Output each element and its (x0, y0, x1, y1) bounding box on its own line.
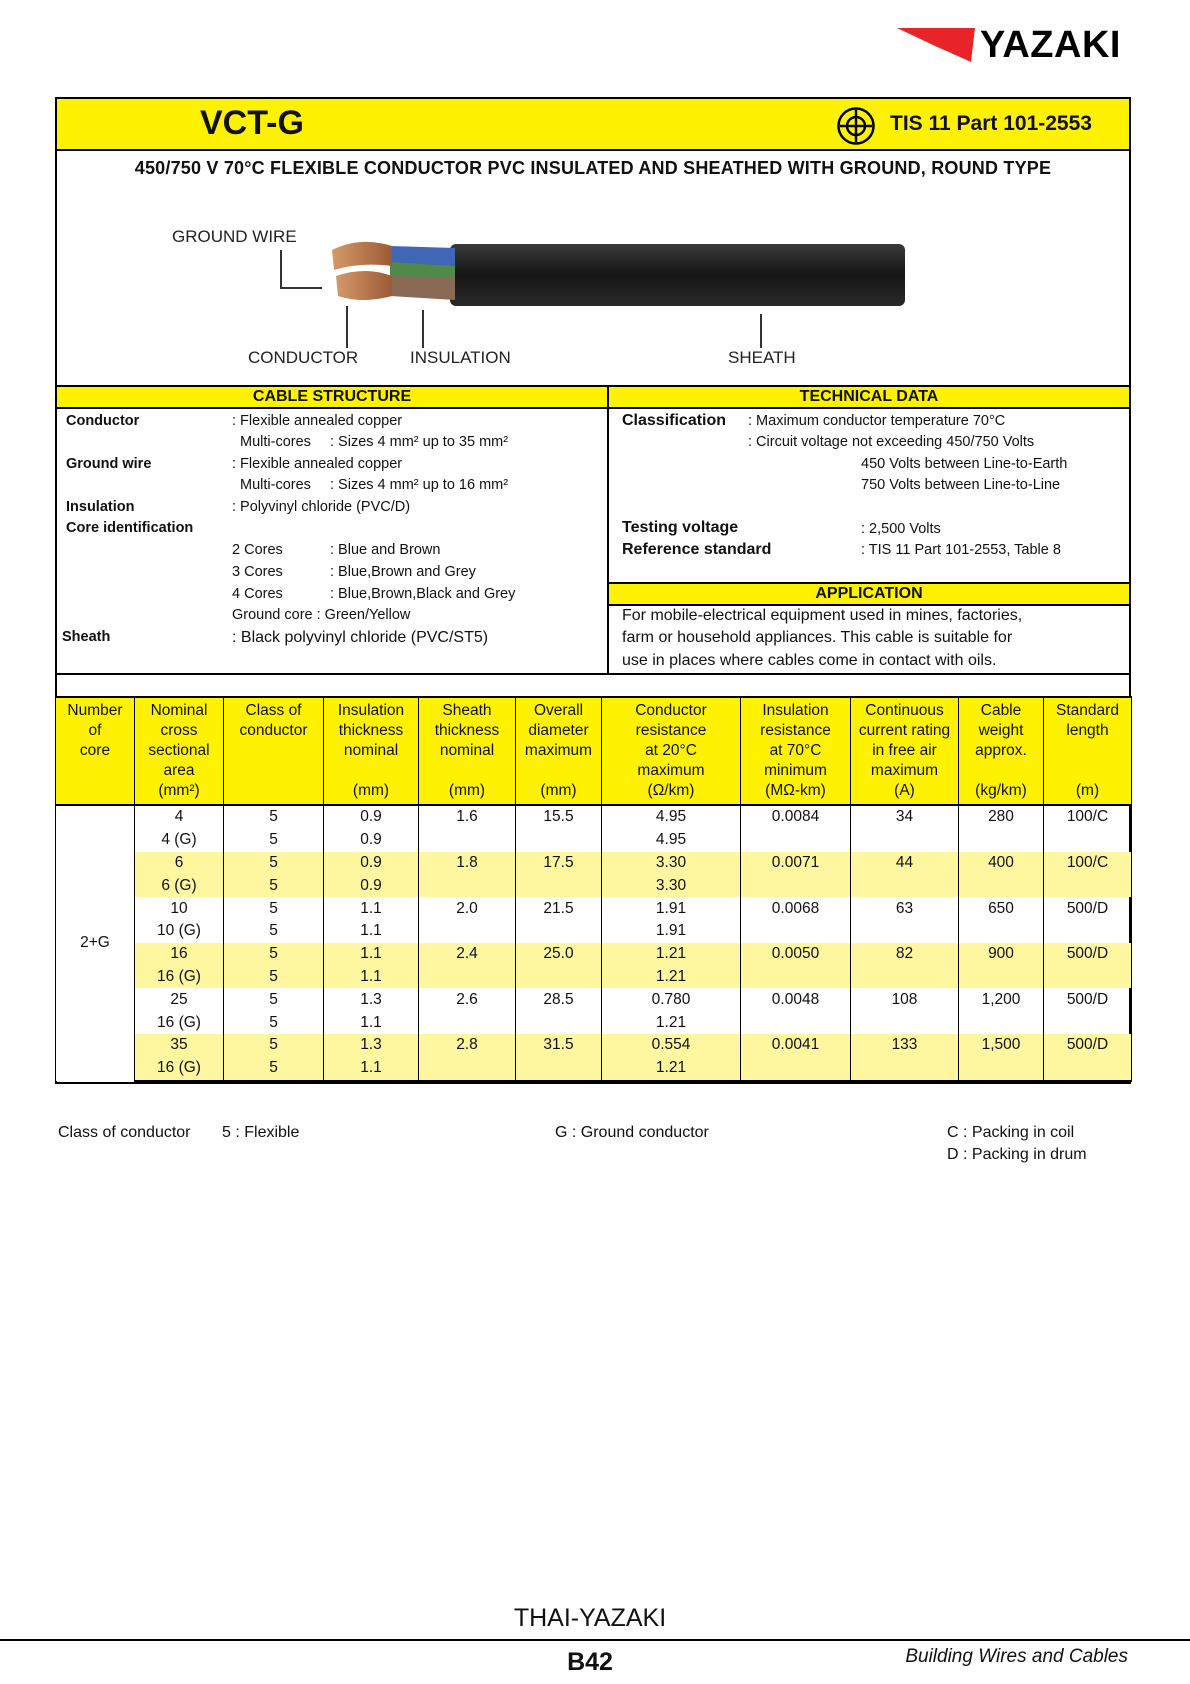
cell-dia (516, 874, 602, 897)
specification-table (55, 696, 1132, 1082)
column-header (516, 697, 602, 805)
cell-ins: 1.1 (324, 1011, 419, 1034)
column-header-line: Insulation (337, 702, 405, 719)
cell-class: 5 (224, 1057, 324, 1081)
cell-ins: 1.3 (324, 1034, 419, 1057)
column-header-line (224, 780, 323, 800)
column-header-line: sectional (148, 742, 210, 759)
column-header-line: nominal (343, 742, 399, 759)
cell-ins: 1.1 (324, 1057, 419, 1081)
table-row (56, 966, 1132, 989)
cell-dia (516, 966, 602, 989)
cell-weight (959, 920, 1044, 943)
testing-voltage-value: : 2,500 Volts (861, 521, 941, 537)
application-line-2: farm or household appliances. This cable is suitable for (622, 629, 1013, 646)
cell-length (1044, 874, 1132, 897)
insulation-value: : Polyvinyl chloride (PVC/D) (232, 499, 411, 515)
catalog-category: Building Wires and Cables (905, 1646, 1128, 1667)
table-row (56, 988, 1132, 1011)
ground-note: G : Ground conductor (555, 1124, 709, 1141)
cell-ins: 1.3 (324, 988, 419, 1011)
cell-length: 500/D (1044, 988, 1132, 1011)
ground-core-value: Ground core : Green/Yellow (232, 607, 411, 623)
cell-insres (741, 829, 851, 852)
cell-weight (959, 1011, 1044, 1034)
cell-weight (959, 1057, 1044, 1081)
cell-weight: 650 (959, 897, 1044, 920)
classification-heading: Classification (622, 412, 727, 429)
cell-length: 100/C (1044, 805, 1132, 829)
cell-sheath (419, 1057, 516, 1081)
application-line-1: For mobile-electrical equipment used in mines, factories, (622, 607, 1023, 624)
column-header-line (516, 760, 601, 780)
cell-current (851, 966, 959, 989)
conductor-value: : Flexible annealed copper (232, 413, 403, 429)
cell-ins: 0.9 (324, 874, 419, 897)
column-header-line (1044, 760, 1131, 780)
ground-wire-label: GROUND WIRE (172, 227, 297, 246)
column-header-line: current rating (858, 722, 951, 739)
cell-weight: 280 (959, 805, 1044, 829)
cell-insres: 0.0084 (741, 805, 851, 829)
cell-dia: 21.5 (516, 897, 602, 920)
cell-class: 5 (224, 852, 324, 875)
cell-weight (959, 966, 1044, 989)
cell-insres: 0.0048 (741, 988, 851, 1011)
column-header-line: Number (67, 702, 123, 719)
cell-res: 1.21 (602, 1057, 741, 1081)
column-header-line (56, 760, 134, 780)
classification-line-1: : Maximum conductor temperature 70°C (748, 413, 1006, 429)
cell-sheath: 2.8 (419, 1034, 516, 1057)
cell-length (1044, 1057, 1132, 1081)
column-header-line: (m) (1075, 782, 1100, 799)
column-header-line: diameter (528, 722, 589, 739)
conductor-leader (346, 306, 348, 348)
cell-ins: 1.1 (324, 897, 419, 920)
reference-standard-value: : TIS 11 Part 101-2553, Table 8 (861, 542, 1061, 558)
cell-class: 5 (224, 943, 324, 966)
cell-insres (741, 874, 851, 897)
reference-standard-heading: Reference standard (622, 541, 772, 558)
ground-multi-label: Multi-cores (240, 477, 311, 493)
column-header-line: (kg/km) (975, 782, 1027, 799)
cell-current (851, 829, 959, 852)
cell-length (1044, 1011, 1132, 1034)
table-row (56, 829, 1132, 852)
column-header-line: (mm) (448, 782, 486, 799)
cell-class: 5 (224, 1034, 324, 1057)
cell-current (851, 1057, 959, 1081)
cell-area: 16 (G) (135, 1011, 224, 1034)
column-header-line: (MΩ-km) (765, 782, 826, 799)
ground-multi-value: : Sizes 4 mm² up to 16 mm² (330, 477, 509, 493)
cell-dia: 25.0 (516, 943, 602, 966)
cell-sheath: 1.6 (419, 805, 516, 829)
number-of-core-cell: 2+G (56, 805, 135, 1081)
cell-class: 5 (224, 829, 324, 852)
section-divider (57, 673, 1129, 675)
cell-current: 133 (851, 1034, 959, 1057)
cell-area: 16 (135, 943, 224, 966)
cell-sheath (419, 966, 516, 989)
class-note-value: 5 : Flexible (222, 1124, 300, 1141)
column-header-line (224, 740, 323, 760)
cell-ins: 0.9 (324, 829, 419, 852)
ground-wire-leader (280, 287, 322, 289)
cell-dia (516, 920, 602, 943)
column-header-line (419, 760, 515, 780)
cell-area: 6 (G) (135, 874, 224, 897)
column-header-line: thickness (434, 722, 500, 739)
cell-weight: 1,200 (959, 988, 1044, 1011)
core-identification-heading: Core identification (66, 520, 194, 536)
column-header-line: length (1066, 722, 1109, 739)
column-header-line: resistance (635, 722, 707, 739)
cell-ins: 0.9 (324, 852, 419, 875)
cell-weight (959, 829, 1044, 852)
column-header-line: in free air (872, 742, 937, 759)
table-row (56, 852, 1132, 875)
column-header-line: area (163, 762, 195, 779)
column-header-line: (mm) (352, 782, 390, 799)
column-header-line: cross (160, 722, 198, 739)
cell-weight: 400 (959, 852, 1044, 875)
cell-length (1044, 829, 1132, 852)
column-header-line: at 20°C (645, 742, 697, 759)
conductor-heading: Conductor (66, 413, 140, 429)
table-row (56, 897, 1132, 920)
cell-res: 1.91 (602, 897, 741, 920)
column-header-line: of (88, 722, 102, 739)
column-header-line: thickness (338, 722, 404, 739)
cell-current: 63 (851, 897, 959, 920)
cell-insres (741, 966, 851, 989)
cell-insres: 0.0071 (741, 852, 851, 875)
cell-length (1044, 966, 1132, 989)
cell-area: 4 (G) (135, 829, 224, 852)
table-row (56, 920, 1132, 943)
packing-drum-note: D : Packing in drum (947, 1146, 1087, 1163)
column-header (324, 697, 419, 805)
cell-ins: 0.9 (324, 805, 419, 829)
column-header (851, 697, 959, 805)
cell-sheath: 2.0 (419, 897, 516, 920)
cell-current (851, 920, 959, 943)
cell-res: 3.30 (602, 852, 741, 875)
column-header-line: weight (978, 722, 1024, 739)
column-header-line: Class of (245, 702, 302, 719)
column-header (419, 697, 516, 805)
class-note-label: Class of conductor (58, 1124, 191, 1141)
cell-current: 34 (851, 805, 959, 829)
cell-sheath (419, 874, 516, 897)
column-header-line: resistance (760, 722, 831, 739)
ground-wire-leader (280, 250, 282, 288)
cell-area: 16 (G) (135, 966, 224, 989)
testing-voltage-heading: Testing voltage (622, 519, 739, 536)
table-row (56, 1011, 1132, 1034)
column-header-line: Insulation (762, 702, 829, 719)
core-2-label: 2 Cores (232, 542, 283, 558)
column-header-line: Overall (533, 702, 584, 719)
classification-line-3: 450 Volts between Line-to-Earth (861, 456, 1068, 472)
column-header (224, 697, 324, 805)
column-header-line: minimum (764, 762, 827, 779)
standard-reference: TIS 11 Part 101-2553 (890, 112, 1092, 135)
cell-current (851, 874, 959, 897)
cell-current (851, 1011, 959, 1034)
cell-sheath (419, 1011, 516, 1034)
cell-res: 0.780 (602, 988, 741, 1011)
column-header-line: (A) (894, 782, 915, 799)
cell-class: 5 (224, 805, 324, 829)
cell-length: 500/D (1044, 1034, 1132, 1057)
column-header-line: core (79, 742, 111, 759)
cell-area: 25 (135, 988, 224, 1011)
application-heading: APPLICATION (609, 582, 1129, 606)
cell-class: 5 (224, 897, 324, 920)
cell-res: 3.30 (602, 874, 741, 897)
sheath-label: SHEATH (728, 348, 796, 367)
technical-data-heading: TECHNICAL DATA (609, 385, 1129, 409)
conductor-label: CONDUCTOR (248, 348, 359, 367)
insulation-label: INSULATION (410, 348, 511, 367)
cell-class: 5 (224, 874, 324, 897)
cell-class: 5 (224, 966, 324, 989)
cell-dia (516, 1057, 602, 1081)
cell-res: 0.554 (602, 1034, 741, 1057)
insulation-heading: Insulation (66, 499, 135, 515)
cell-weight (959, 874, 1044, 897)
brand-name: YAZAKI (980, 24, 1121, 66)
cell-class: 5 (224, 988, 324, 1011)
cell-class: 5 (224, 1011, 324, 1034)
column-divider (607, 385, 609, 675)
page-number: B42 (567, 1648, 613, 1676)
ground-wire-heading: Ground wire (66, 456, 152, 472)
sheath-leader (760, 314, 762, 348)
cell-sheath: 1.8 (419, 852, 516, 875)
cell-dia: 15.5 (516, 805, 602, 829)
column-header-line: Continuous (865, 702, 944, 719)
column-header-line: Standard (1056, 702, 1119, 719)
cell-sheath (419, 920, 516, 943)
classification-line-4: 750 Volts between Line-to-Line (861, 477, 1061, 493)
cell-area: 16 (G) (135, 1057, 224, 1081)
cell-class: 5 (224, 920, 324, 943)
column-header-line (959, 760, 1043, 780)
core-4-label: 4 Cores (232, 586, 283, 602)
cell-sheath: 2.6 (419, 988, 516, 1011)
product-subtitle: 450/750 V 70°C FLEXIBLE CONDUCTOR PVC INSULATED AND SHEATHED WITH GROUND, ROUND TYPE (134, 158, 1052, 178)
core-2-value: : Blue and Brown (330, 542, 441, 558)
cell-current: 44 (851, 852, 959, 875)
column-header (602, 697, 741, 805)
column-header-line: Sheath (442, 702, 492, 719)
core-4-value: : Blue,Brown,Black and Grey (330, 586, 516, 602)
cell-weight: 900 (959, 943, 1044, 966)
column-header (741, 697, 851, 805)
column-header (1044, 697, 1132, 805)
cell-dia: 28.5 (516, 988, 602, 1011)
column-header-line: conductor (239, 722, 308, 739)
cell-dia (516, 829, 602, 852)
conductor-multi-value: : Sizes 4 mm² up to 35 mm² (330, 434, 509, 450)
sheath-value: : Black polyvinyl chloride (PVC/ST5) (232, 629, 489, 646)
ground-wire-value: : Flexible annealed copper (232, 456, 403, 472)
packing-coil-note: C : Packing in coil (947, 1124, 1075, 1141)
table-row (56, 1057, 1132, 1081)
column-header-line (224, 760, 323, 780)
column-header-line: (mm) (540, 782, 577, 799)
cell-weight: 1,500 (959, 1034, 1044, 1057)
cell-area: 4 (135, 805, 224, 829)
cell-area: 6 (135, 852, 224, 875)
core-3-value: : Blue,Brown and Grey (330, 564, 476, 580)
cell-res: 1.91 (602, 920, 741, 943)
cell-ins: 1.1 (324, 943, 419, 966)
cell-insres: 0.0068 (741, 897, 851, 920)
sheath-heading: Sheath (62, 629, 111, 645)
table-row (56, 1034, 1132, 1057)
cell-res: 1.21 (602, 943, 741, 966)
cell-dia (516, 1011, 602, 1034)
cell-current: 82 (851, 943, 959, 966)
column-header-line: (Ω/km) (647, 782, 695, 799)
cell-insres: 0.0041 (741, 1034, 851, 1057)
cell-dia: 17.5 (516, 852, 602, 875)
cell-sheath: 2.4 (419, 943, 516, 966)
column-header-line: approx. (975, 742, 1027, 759)
yazaki-logo (895, 22, 1135, 66)
column-header (56, 697, 135, 805)
cell-insres (741, 1057, 851, 1081)
cable-structure-heading: CABLE STRUCTURE (57, 385, 607, 409)
column-header-line: Nominal (150, 702, 208, 719)
cell-area: 35 (135, 1034, 224, 1057)
tis-certification-icon (836, 106, 876, 146)
cell-res: 4.95 (602, 805, 741, 829)
classification-line-2: : Circuit voltage not exceeding 450/750 Volts (748, 434, 1035, 450)
application-line-3: use in places where cables come in contact with oils. (622, 652, 997, 669)
cell-area: 10 (135, 897, 224, 920)
cell-res: 1.21 (602, 966, 741, 989)
column-header-line: maximum (524, 742, 593, 759)
column-header-line: maximum (870, 762, 939, 779)
column-header-line: Conductor (635, 702, 707, 719)
cell-area: 10 (G) (135, 920, 224, 943)
insulation-leader (422, 310, 424, 348)
table-header-row (56, 697, 1132, 805)
company-name: THAI-YAZAKI (513, 1604, 667, 1632)
table-row (56, 943, 1132, 966)
cell-insres: 0.0050 (741, 943, 851, 966)
column-header-line: maximum (637, 762, 705, 779)
column-header-line: at 70°C (769, 742, 822, 759)
cell-insres (741, 1011, 851, 1034)
cell-length (1044, 920, 1132, 943)
cell-length: 500/D (1044, 897, 1132, 920)
cell-length: 500/D (1044, 943, 1132, 966)
column-header-line (1044, 740, 1131, 760)
table-row (56, 805, 1132, 829)
cable-illustration (320, 236, 910, 308)
cell-ins: 1.1 (324, 966, 419, 989)
table-row (56, 874, 1132, 897)
column-header (135, 697, 224, 805)
column-header-line: (mm²) (158, 782, 200, 799)
core-3-label: 3 Cores (232, 564, 283, 580)
cell-current: 108 (851, 988, 959, 1011)
cell-ins: 1.1 (324, 920, 419, 943)
cell-sheath (419, 829, 516, 852)
column-header-line (56, 780, 134, 800)
conductor-multi-label: Multi-cores (240, 434, 311, 450)
column-header-line (324, 760, 418, 780)
column-header-line: Cable (980, 702, 1022, 719)
product-code: VCT-G (200, 104, 304, 142)
cell-res: 1.21 (602, 1011, 741, 1034)
footer-rule (0, 1639, 1190, 1641)
cell-length: 100/C (1044, 852, 1132, 875)
cell-res: 4.95 (602, 829, 741, 852)
brand-mark-icon (895, 22, 985, 66)
column-header (959, 697, 1044, 805)
cell-insres (741, 920, 851, 943)
cell-dia: 31.5 (516, 1034, 602, 1057)
column-header-line: nominal (439, 742, 495, 759)
